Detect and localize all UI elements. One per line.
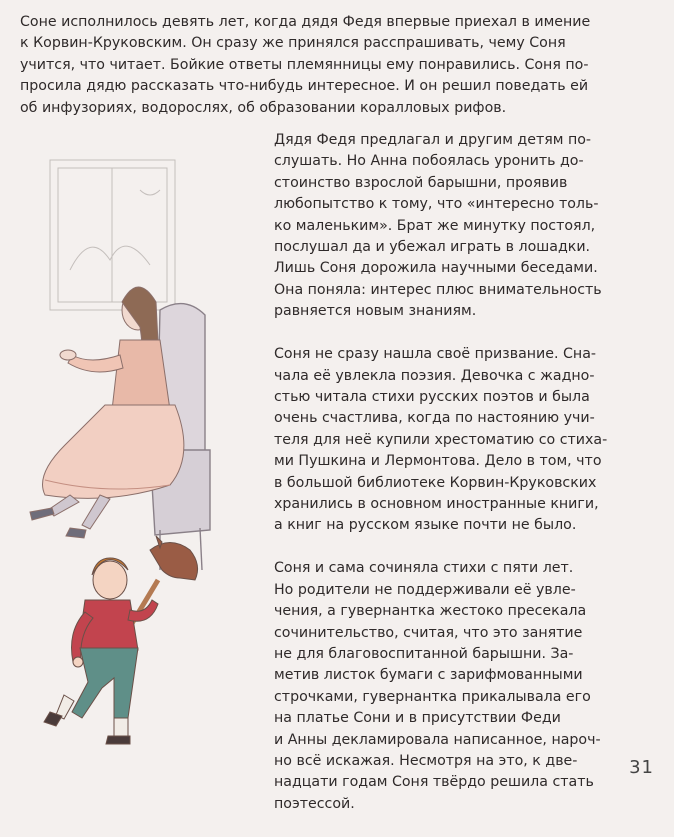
paragraph-2: Соня не сразу нашла своё призвание. Сна- чала её увлекла поэзия. Девочка с жадно- стью читала стихи русских поэтов и была очень счастлива, когда по настоянию учи- теля для неё купили хрестоматию со стиха- ми Пушкина и Лермонтова. Дело в том, что в большой библиотеке Корвин-Круковских хранились в основном иностранные книги, а книг на русском языке почти не было. xyxy=(274,346,608,534)
intro-paragraph: Соне исполнилось девять лет, когда дядя Федя впервые приехал в имение к Корвин-Круковским. Он сразу же принялся расспрашивать, чему Соня учится, что читает. Бойкие ответы племянницы ему понравились. Соня по- просила дядю рассказать что-нибудь интересное. И он решил поведать ей об инфузориях, водорослях, об образовании коралловых рифов. xyxy=(20,14,591,116)
text-column xyxy=(274,130,669,837)
illustration xyxy=(0,150,270,800)
paragraph-1: Дядя Федя предлагал и другим детям по- слушать. Но Анна побоялась уронить до- стоинство взрослой барышни, проявив любопытство к тому, что «интересно толь- ко маленьким». Брат же минутку постоял, послушал да и убежал играть в лошадки. Лишь Соня дорожила научными беседами. Она поняла: интерес плюс внимательность равняется новым знаниям. xyxy=(274,132,602,320)
boy-figure xyxy=(44,536,198,744)
paragraph-3: Соня и сама сочиняла стихи с пяти лет. Но родители не поддерживали её увле- чения, а гувернантка жестоко пресекала сочинительство, считая, что это занятие не для благовоспитанной барышни. За- метив листок бумаги с зарифмованными строчками, гувернантка прикалывала его на платье Сони и в присутствии Феди и Анны декламировала написанное, нароч- но всё искажая. Несмотря на это, к две- надцати годам Соня твёрдо решила стать поэтессой. xyxy=(274,560,601,812)
window-sketch xyxy=(50,160,175,310)
page-number: 31 xyxy=(629,757,654,778)
